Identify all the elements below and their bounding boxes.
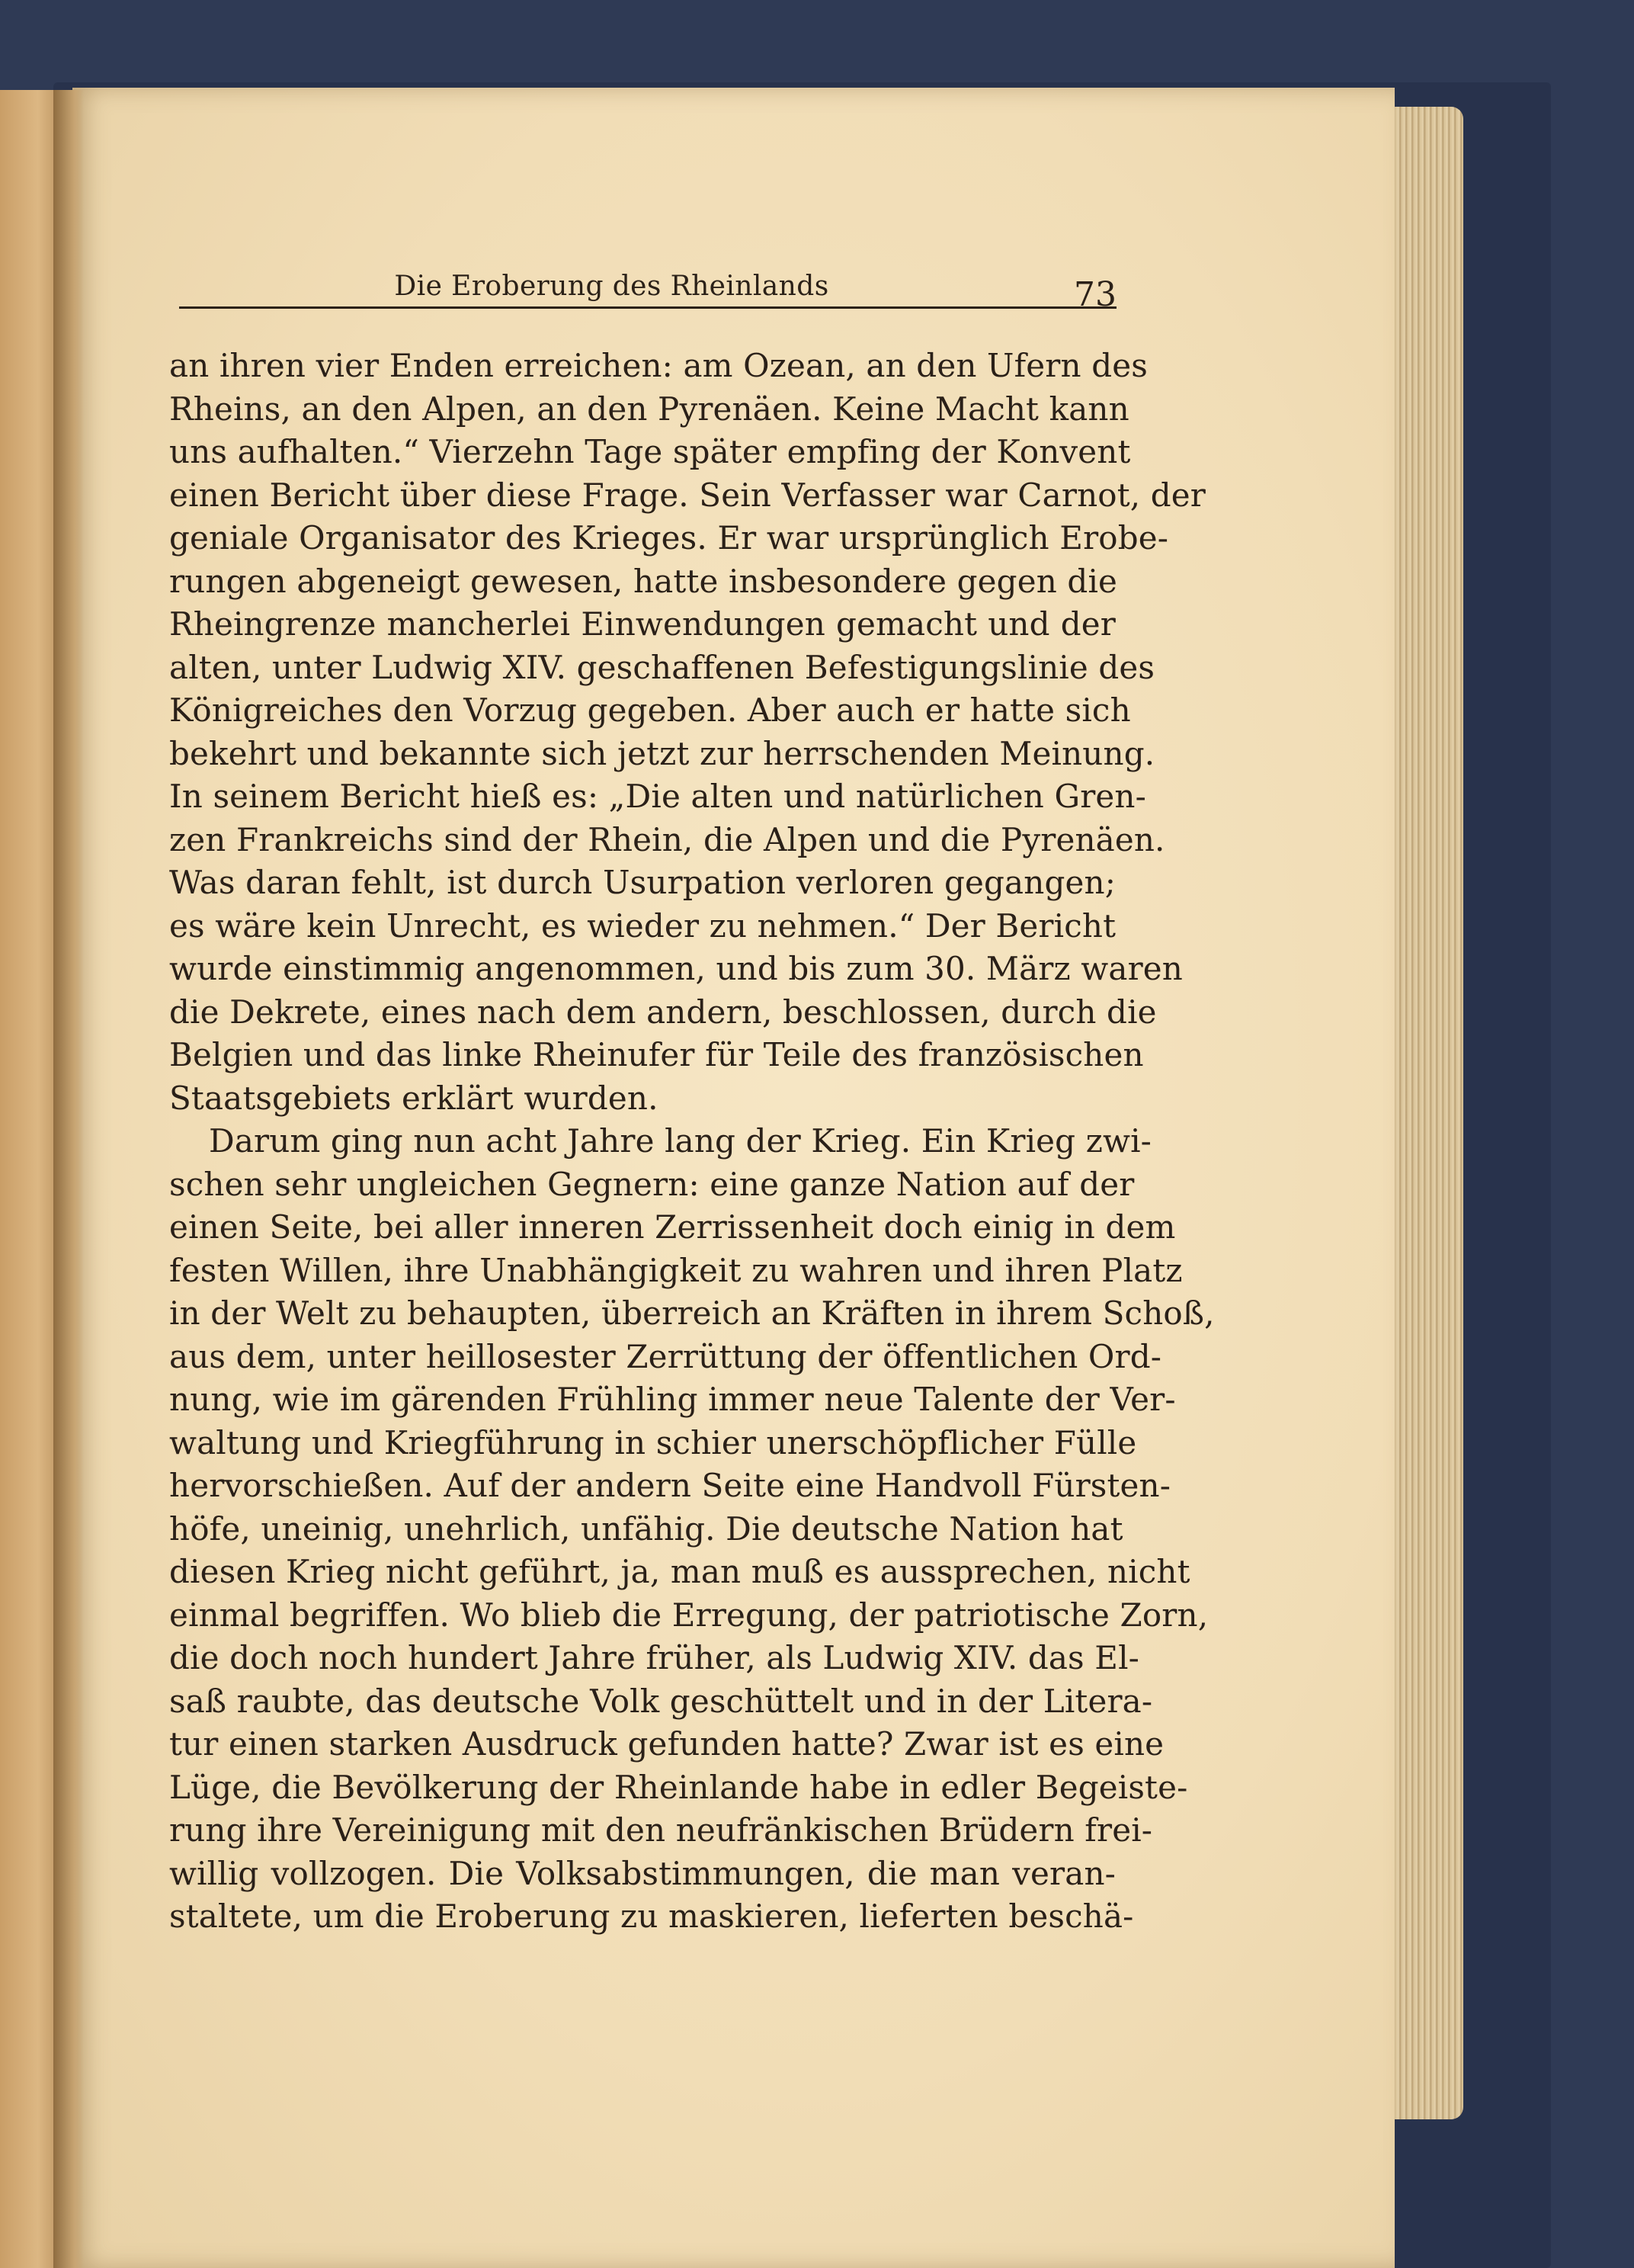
text-line: uns aufhalten.“ Vierzehn Tage später empfing der Konvent	[169, 433, 1131, 470]
text-line: hervorschießen. Auf der andern Seite eine Handvoll Fürsten-	[169, 1467, 1171, 1504]
text-line: höfe, uneinig, unehrlich, unfähig. Die deutsche Nation hat	[169, 1509, 1123, 1548]
running-title: Die Eroberung des Rheinlands	[394, 271, 829, 302]
text-line: willig vollzogen. Die Volksabstimmungen, die man veran-	[169, 1854, 1116, 1892]
text-line: rungen abgeneigt gewesen, hatte insbesondere gegen die	[169, 562, 1118, 600]
text-line: bekehrt und bekannte sich jetzt zur herrschenden Meinung.	[169, 734, 1155, 772]
text-line: nung, wie im gärenden Frühling immer neue Talente der Ver-	[169, 1381, 1176, 1418]
text-line: einen Seite, bei aller inneren Zerrissenheit doch einig in dem	[169, 1208, 1176, 1246]
text-line: an ihren vier Enden erreichen: am Ozean, an den Ufern des	[169, 347, 1148, 384]
running-head	[179, 265, 1117, 314]
text-line: Belgien und das linke Rheinufer für Teile des französischen	[169, 1036, 1144, 1073]
text-line: festen Willen, ihre Unabhängigkeit zu wahren und ihren Platz	[169, 1251, 1183, 1289]
text-line: es wäre kein Unrecht, es wieder zu nehmen.“ Der Bericht	[169, 906, 1117, 945]
text-line: einen Bericht über diese Frage. Sein Verfasser war Carnot, der	[169, 476, 1206, 514]
text-line: Was daran fehlt, ist durch Usurpation verloren gegangen;	[169, 864, 1116, 901]
text-line: schen sehr ungleichen Gegnern: eine ganze Nation auf der	[169, 1165, 1135, 1203]
text-line: waltung und Kriegführung in schier unerschöpflicher Fülle	[169, 1423, 1137, 1461]
text-line: Lüge, die Bevölkerung der Rheinlande habe in edler Begeiste-	[169, 1768, 1188, 1806]
text-line: Rheingrenze mancherlei Einwendungen gemacht und der	[169, 605, 1116, 643]
body-text	[169, 345, 1215, 1939]
text-line: zen Frankreichs sind der Rhein, die Alpen und die Pyrenäen.	[169, 820, 1165, 858]
text-line: diesen Krieg nicht geführt, ja, man muß es aussprechen, nicht	[169, 1553, 1190, 1590]
text-line: staltete, um die Eroberung zu maskieren, lieferten beschä-	[169, 1897, 1134, 1935]
text-line: saß raubte, das deutsche Volk geschüttelt und in der Litera-	[169, 1682, 1153, 1720]
text-line: Darum ging nun acht Jahre lang der Krieg. Ein Krieg zwi-	[209, 1122, 1152, 1160]
text-line: In seinem Bericht hieß es: „Die alten und natürlichen Gren-	[169, 778, 1146, 815]
text-line: in der Welt zu behaupten, überreich an Kräften in ihrem Schoß,	[169, 1294, 1215, 1332]
text-line: Rheins, an den Alpen, an den Pyrenäen. Keine Macht kann	[169, 390, 1129, 428]
text-line: einmal begriffen. Wo blieb die Erregung, der patriotische Zorn,	[169, 1596, 1209, 1634]
page-number: 73	[1074, 275, 1117, 314]
text-line: wurde einstimmig angenommen, und bis zum 30. März waren	[169, 950, 1183, 987]
text-line: rung ihre Vereinigung mit den neufränkischen Brüdern frei-	[169, 1811, 1153, 1849]
text-line: tur einen starken Ausdruck gefunden hatte? Zwar ist es eine	[169, 1725, 1165, 1763]
page-gutter	[53, 90, 84, 2268]
text-line: Staatsgebiets erklärt wurden.	[169, 1079, 658, 1117]
text-line: die Dekrete, eines nach dem andern, beschlossen, durch die	[169, 993, 1157, 1031]
text-line: aus dem, unter heillosester Zerrüttung der öffentlichen Ord-	[169, 1337, 1162, 1375]
text-line: alten, unter Ludwig XIV. geschaffenen Befestigungslinie des	[169, 648, 1155, 686]
text-line: die doch noch hundert Jahre früher, als Ludwig XIV. das El-	[169, 1639, 1139, 1676]
text-line: Königreiches den Vorzug gegeben. Aber auch er hatte sich	[169, 691, 1131, 729]
text-line: geniale Organisator des Krieges. Er war ursprünglich Erobe-	[169, 519, 1169, 557]
